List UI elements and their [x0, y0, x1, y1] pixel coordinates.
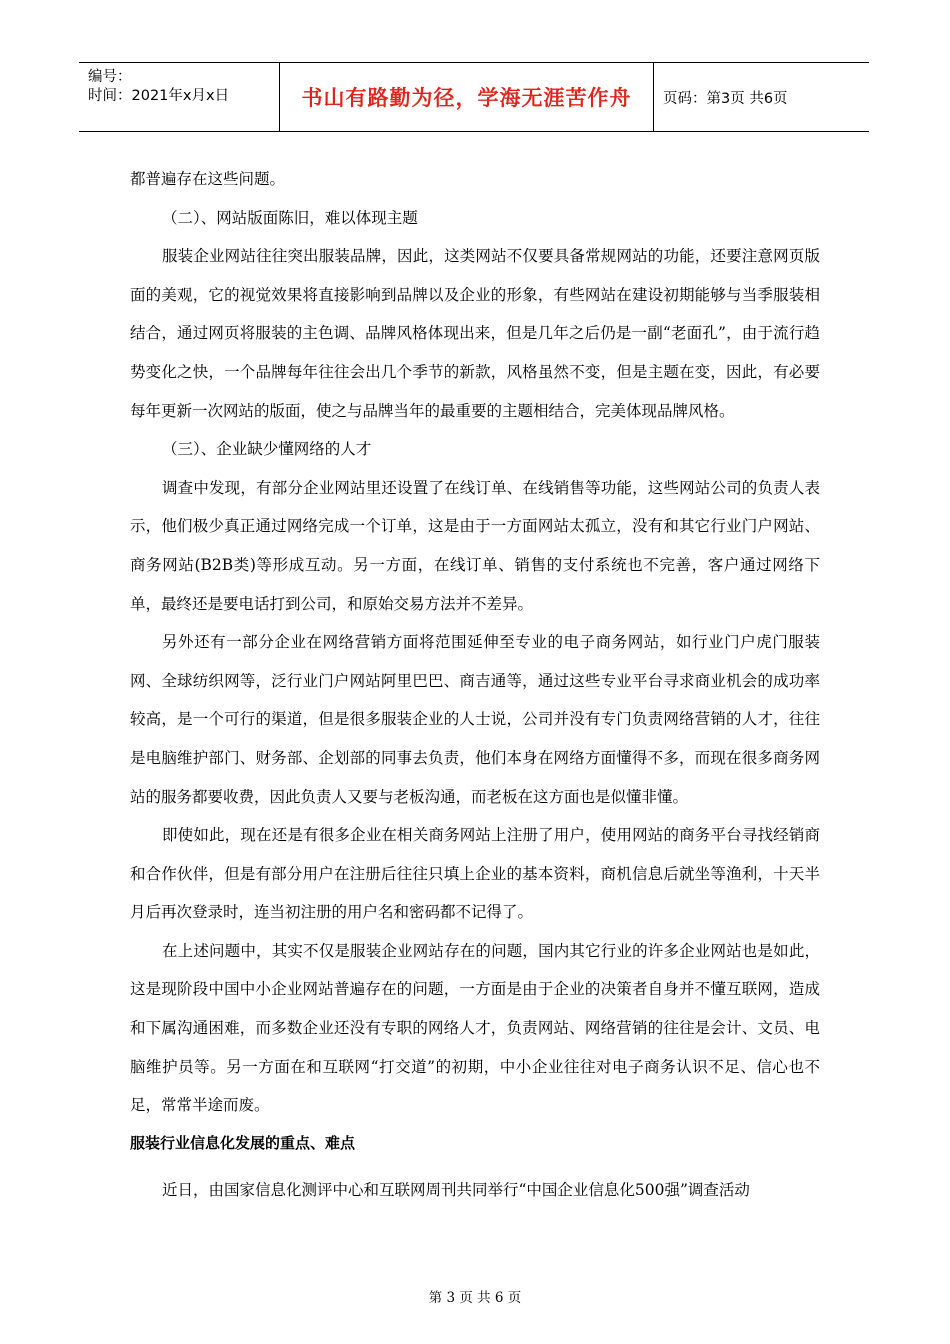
header-page-info: 页码：第3页 共6页 [663, 90, 788, 107]
section-heading: 服装行业信息化发展的重点、难点 [130, 1133, 356, 1152]
subsection-title-2: （二）、网站版面陈旧，难以体现主题 [162, 208, 418, 227]
paragraph: 近日，由国家信息化测评中心和互联网周刊共同举行“中国企业信息化500强”调查活动 [162, 1180, 750, 1199]
document-number-label: 编号： [88, 69, 132, 85]
paragraph: 另外还有一部分企业在网络营销方面将范围延伸至专业的电子商务网站，如行业门户虎门服装网、全球纺织网等，泛行业门户网站阿里巴巴、商吉通等，通过这些专业平台寻求商业机会的成功率较高，是一个可行的渠道，但是很多服装企业的人士说，公司并没有专门负责网络营销的人才，往往是电脑维护部门、财务部、企划部的同事去负责，他们本身在网络方面懂得不多，而现在很多商务网站的服务都要收费，因此负责人又要与老板沟通，而老板在这方面也是似懂非懂。 [130, 633, 820, 806]
document-time-label: 时间：2021年x月x日 [88, 88, 230, 104]
subsection-title-3: （三）、企业缺少懂网络的人才 [162, 440, 372, 459]
paragraph: 调查中发现，有部分企业网站里还设置了在线订单、在线销售等功能，这些网站公司的负责人表示，他们极少真正通过网络完成一个订单，这是由于一方面网站太孤立，没有和其它行业门户网站、商务网站(B2B类)等形成互动。另一方面，在线订单、销售的支付系统也不完善，客户通过网络下单，最终还是要电话打到公司，和原始交易方法并不差异。 [130, 478, 820, 613]
page-header [79, 62, 869, 132]
paragraph: 即使如此，现在还是有很多企业在相关商务网站上注册了用户，使用网站的商务平台寻找经销商和合作伙伴，但是有部分用户在注册后往往只填上企业的基本资料，商机信息后就坐等渔利，十天半月后再次登录时，连当初注册的用户名和密码都不记得了。 [130, 826, 820, 922]
document-body [130, 160, 820, 1209]
paragraph: 在上述问题中，其实不仅是服装企业网站存在的问题，国内其它行业的许多企业网站也是如此，这是现阶段中国中小企业网站普遍存在的问题，一方面是由于企业的决策者自身并不懂互联网，造成和下属沟通困难，而多数企业还没有专职的网络人才，负责网站、网络营销的往往是会计、文员、电脑维护员等。另一方面在和互联网“打交道”的初期，中小企业往往对电子商务认识不足、信心也不足，常常半途而废。 [130, 941, 820, 1115]
header-motto: 书山有路勤为径，学海无涯苦作舟 [280, 63, 654, 131]
paragraph: 服装企业网站往往突出服装品牌，因此，这类网站不仅要具备常规网站的功能，还要注意网页版面的美观，它的视觉效果将直接影响到品牌以及企业的形象，有些网站在建设初期能够与当季服装相结合，通过网页将服装的主色调、品牌风格体现出来，但是几年之后仍是一副“老面孔”，由于流行趋势变化之快，一个品牌每年往往会出几个季节的新款，风格虽然不变，但是主题在变，因此，有必要每年更新一次网站的版面，使之与品牌当年的最重要的主题相结合，完美体现品牌风格。 [130, 247, 820, 420]
page-footer: 第 3 页 共 6 页 [428, 1290, 522, 1306]
header-meta [79, 63, 280, 131]
paragraph-continued: 都普遍存在这些问题。 [130, 170, 286, 188]
